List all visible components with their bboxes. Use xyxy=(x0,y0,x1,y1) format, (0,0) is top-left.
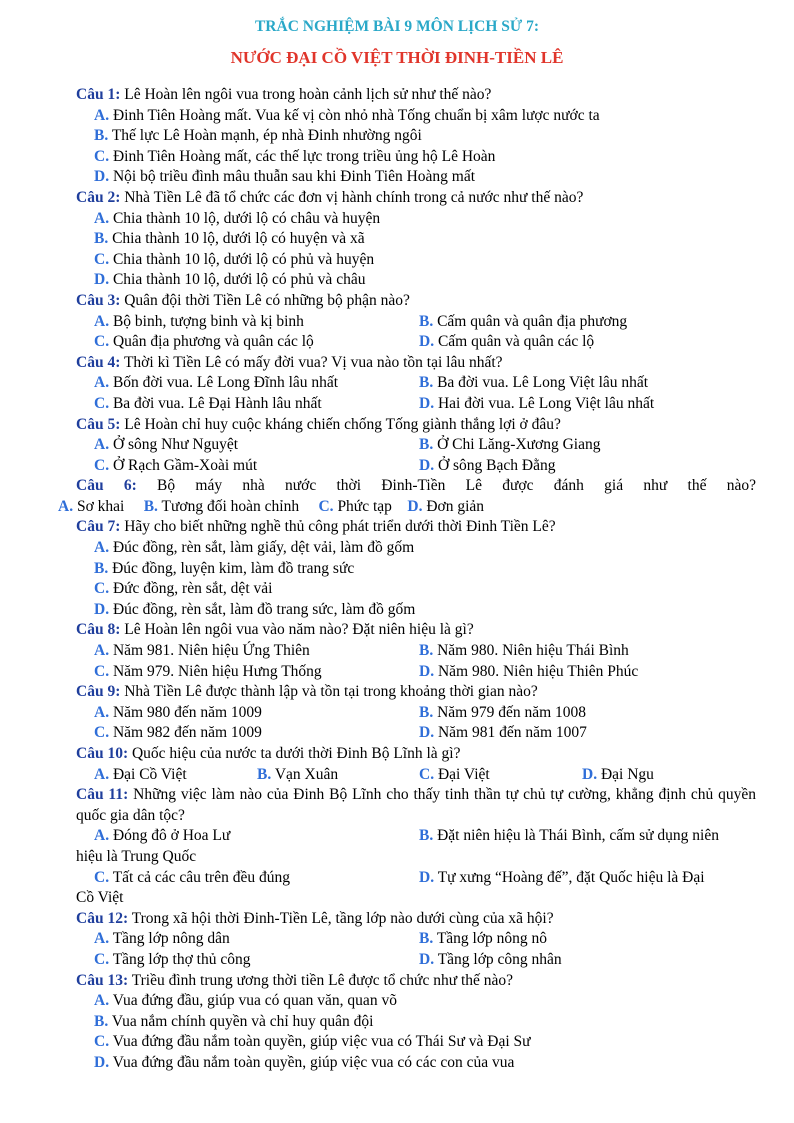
question-10 xyxy=(76,744,756,785)
question-13 xyxy=(76,971,756,1074)
option-a: A. Đại Cồ Việt xyxy=(94,765,187,783)
question-text: Triều đình trung ương thời tiền Lê được tổ chức như thế nào? xyxy=(131,971,514,989)
question-text: Nhà Tiền Lê đã tổ chức các đơn vị hành chính trong cả nước như thế nào? xyxy=(124,188,584,206)
option-c: C. Vua đứng đầu nắm toàn quyền, giúp việc vua có Thái Sư và Đại Sư xyxy=(94,1033,531,1051)
question-number: Câu 9: xyxy=(76,683,121,701)
option-c: C. Tầng lớp thợ thủ công xyxy=(94,950,251,968)
option-d-continued: Cồ Việt xyxy=(76,889,124,907)
option-b: B. Thế lực Lê Hoàn mạnh, ép nhà Đinh nhường ngôi xyxy=(94,127,422,145)
option-d: D. Nội bộ triều đình mâu thuẫn sau khi Đinh Tiên Hoàng mất xyxy=(94,168,476,186)
question-number: Câu 3: xyxy=(76,291,121,309)
option-a: A. Đinh Tiên Hoàng mất. Vua kế vị còn nhỏ nhà Tống chuẩn bị xâm lược nước ta xyxy=(94,106,600,124)
option-a: A. Năm 980 đến năm 1009 xyxy=(94,703,262,721)
option-c: C. Phức tạp xyxy=(318,497,392,515)
question-text: Lê Hoàn lên ngôi vua vào năm nào? Đặt niên hiệu là gì? xyxy=(124,621,474,639)
question-4 xyxy=(76,353,756,415)
question-number: Câu 8: xyxy=(76,621,121,639)
option-d: D. Tự xưng “Hoàng đế”, đặt Quốc hiệu là Đại xyxy=(419,868,705,886)
question-2 xyxy=(76,188,756,291)
question-text: Lê Hoàn chỉ huy cuộc kháng chiến chống Tống giành thắng lợi ở đâu? xyxy=(124,415,561,433)
question-list xyxy=(58,85,756,1074)
option-d: D. Vua đứng đầu nắm toàn quyền, giúp việc vua có các con của vua xyxy=(94,1053,515,1071)
option-c: C. Đức đồng, rèn sắt, dệt vải xyxy=(94,580,273,598)
question-text: Những việc làm nào của Đinh Bộ Lĩnh cho thấy tinh thần tự chủ tự cường, khẳng định chủ quyền quốc gia dân tộc? xyxy=(76,786,756,824)
question-6 xyxy=(58,476,756,517)
option-b: B. Cấm quân và quân địa phương xyxy=(419,312,628,330)
option-d: D. Tầng lớp công nhân xyxy=(419,950,562,968)
document-title: TRẮC NGHIỆM BÀI 9 MÔN LỊCH SỬ 7: xyxy=(254,18,540,35)
question-9 xyxy=(76,682,756,744)
question-number: Câu 12: xyxy=(76,909,129,927)
option-b: B. Vạn Xuân xyxy=(257,765,339,783)
option-d: D. Hai đời vua. Lê Long Việt lâu nhất xyxy=(419,394,655,412)
question-text: Bộ máy nhà nước thời Đinh-Tiền Lê được đánh giá như thế nào? xyxy=(157,477,756,495)
option-d: D. Năm 981 đến năm 1007 xyxy=(419,724,587,742)
option-b: B. Tầng lớp nông nô xyxy=(419,930,548,948)
option-b: B. Năm 979 đến năm 1008 xyxy=(419,703,587,721)
question-1 xyxy=(76,85,756,188)
option-a: A. Đúc đồng, rèn sắt, làm giấy, dệt vải, làm đồ gốm xyxy=(94,539,415,557)
option-c: C. Chia thành 10 lộ, dưới lộ có phủ và huyện xyxy=(94,250,375,268)
option-b: B. Ba đời vua. Lê Long Việt lâu nhất xyxy=(419,374,649,392)
option-c: C. Đại Việt xyxy=(419,765,490,783)
question-text: Trong xã hội thời Đinh-Tiền Lê, tầng lớp nào dưới cùng của xã hội? xyxy=(131,909,554,927)
question-text: Thời kì Tiền Lê có mấy đời vua? Vị vua nào tồn tại lâu nhất? xyxy=(123,353,503,371)
question-number: Câu 11: xyxy=(76,786,129,804)
question-text: Quân đội thời Tiền Lê có những bộ phận nào? xyxy=(124,291,410,309)
option-b: B. Ở Chi Lăng-Xương Giang xyxy=(419,436,601,454)
option-a: A. Đóng đô ở Hoa Lư xyxy=(94,827,231,845)
question-number: Câu 1: xyxy=(76,86,121,103)
option-d: D. Năm 980. Niên hiệu Thiên Phúc xyxy=(419,662,639,680)
option-b: B. Đặt niên hiệu là Thái Bình, cấm sử dụng niên xyxy=(419,827,719,845)
option-c: C. Ba đời vua. Lê Đại Hành lâu nhất xyxy=(94,394,322,412)
option-a: A. Vua đứng đầu, giúp vua có quan văn, quan võ xyxy=(94,992,397,1010)
option-b: B. Năm 980. Niên hiệu Thái Bình xyxy=(419,642,629,660)
question-number: Câu 2: xyxy=(76,188,121,206)
option-b-continued: hiệu là Trung Quốc xyxy=(76,847,197,865)
question-text: Nhà Tiền Lê được thành lập và tồn tại trong khoảng thời gian nào? xyxy=(124,683,538,701)
option-d: D. Đơn giản xyxy=(407,497,485,515)
question-number: Câu 4: xyxy=(76,353,121,371)
question-12 xyxy=(76,909,756,971)
option-a: A. Sơ khai xyxy=(58,497,125,515)
option-c: C. Năm 982 đến năm 1009 xyxy=(94,724,262,742)
document-subtitle: NƯỚC ĐẠI CỒ VIỆT THỜI ĐINH-TIỀN LÊ xyxy=(230,48,564,67)
option-a: A. Chia thành 10 lộ, dưới lộ có châu và huyện xyxy=(94,209,381,227)
option-a: A. Bốn đời vua. Lê Long Đĩnh lâu nhất xyxy=(94,374,339,392)
question-11 xyxy=(76,785,756,909)
option-c: C. Quân địa phương và quân các lộ xyxy=(94,333,314,351)
question-8 xyxy=(76,620,756,682)
option-d: D. Chia thành 10 lộ, dưới lộ có phủ và châu xyxy=(94,271,366,289)
question-number: Câu 13: xyxy=(76,971,129,989)
question-5 xyxy=(76,415,756,477)
option-d: D. Ở sông Bạch Đằng xyxy=(419,456,556,474)
question-text: Lê Hoàn lên ngôi vua trong hoàn cảnh lịch sử như thế nào? xyxy=(124,86,492,103)
question-number: Câu 10: xyxy=(76,745,129,762)
option-b: B. Chia thành 10 lộ, dưới lộ có huyện và xã xyxy=(94,230,365,248)
question-number: Câu 6: xyxy=(76,477,137,495)
option-b: B. Đúc đồng, luyện kim, làm đồ trang sức xyxy=(94,559,355,577)
question-number: Câu 5: xyxy=(76,415,121,433)
question-3 xyxy=(76,291,756,353)
option-c: C. Ở Rạch Gầm-Xoài mút xyxy=(94,456,258,474)
option-d: D. Đại Ngu xyxy=(582,765,654,783)
option-b: B. Tương đối hoàn chỉnh xyxy=(143,497,300,515)
option-a: A. Tầng lớp nông dân xyxy=(94,930,230,948)
option-d: D. Cấm quân và quân các lộ xyxy=(419,333,595,351)
option-d: D. Đúc đồng, rèn sắt, làm đồ trang sức, làm đồ gốm xyxy=(94,600,416,618)
question-text: Quốc hiệu của nước ta dưới thời Đinh Bộ Lĩnh là gì? xyxy=(131,745,461,762)
option-a: A. Ở sông Như Nguyệt xyxy=(94,436,239,454)
question-text: Hãy cho biết những nghề thủ công phát triển dưới thời Đinh Tiền Lê? xyxy=(124,518,556,536)
question-7 xyxy=(76,517,756,620)
option-c: C. Tất cả các câu trên đều đúng xyxy=(94,868,290,886)
option-a: A. Năm 981. Niên hiệu Ứng Thiên xyxy=(94,642,310,660)
question-number: Câu 7: xyxy=(76,518,121,536)
option-b: B. Vua nắm chính quyền và chỉ huy quân đội xyxy=(94,1012,374,1030)
option-c: C. Đinh Tiên Hoàng mất, các thế lực trong triều ủng hộ Lê Hoàn xyxy=(94,147,496,165)
option-a: A. Bộ binh, tượng binh và kị binh xyxy=(94,312,304,330)
option-c: C. Năm 979. Niên hiệu Hưng Thống xyxy=(94,662,322,680)
